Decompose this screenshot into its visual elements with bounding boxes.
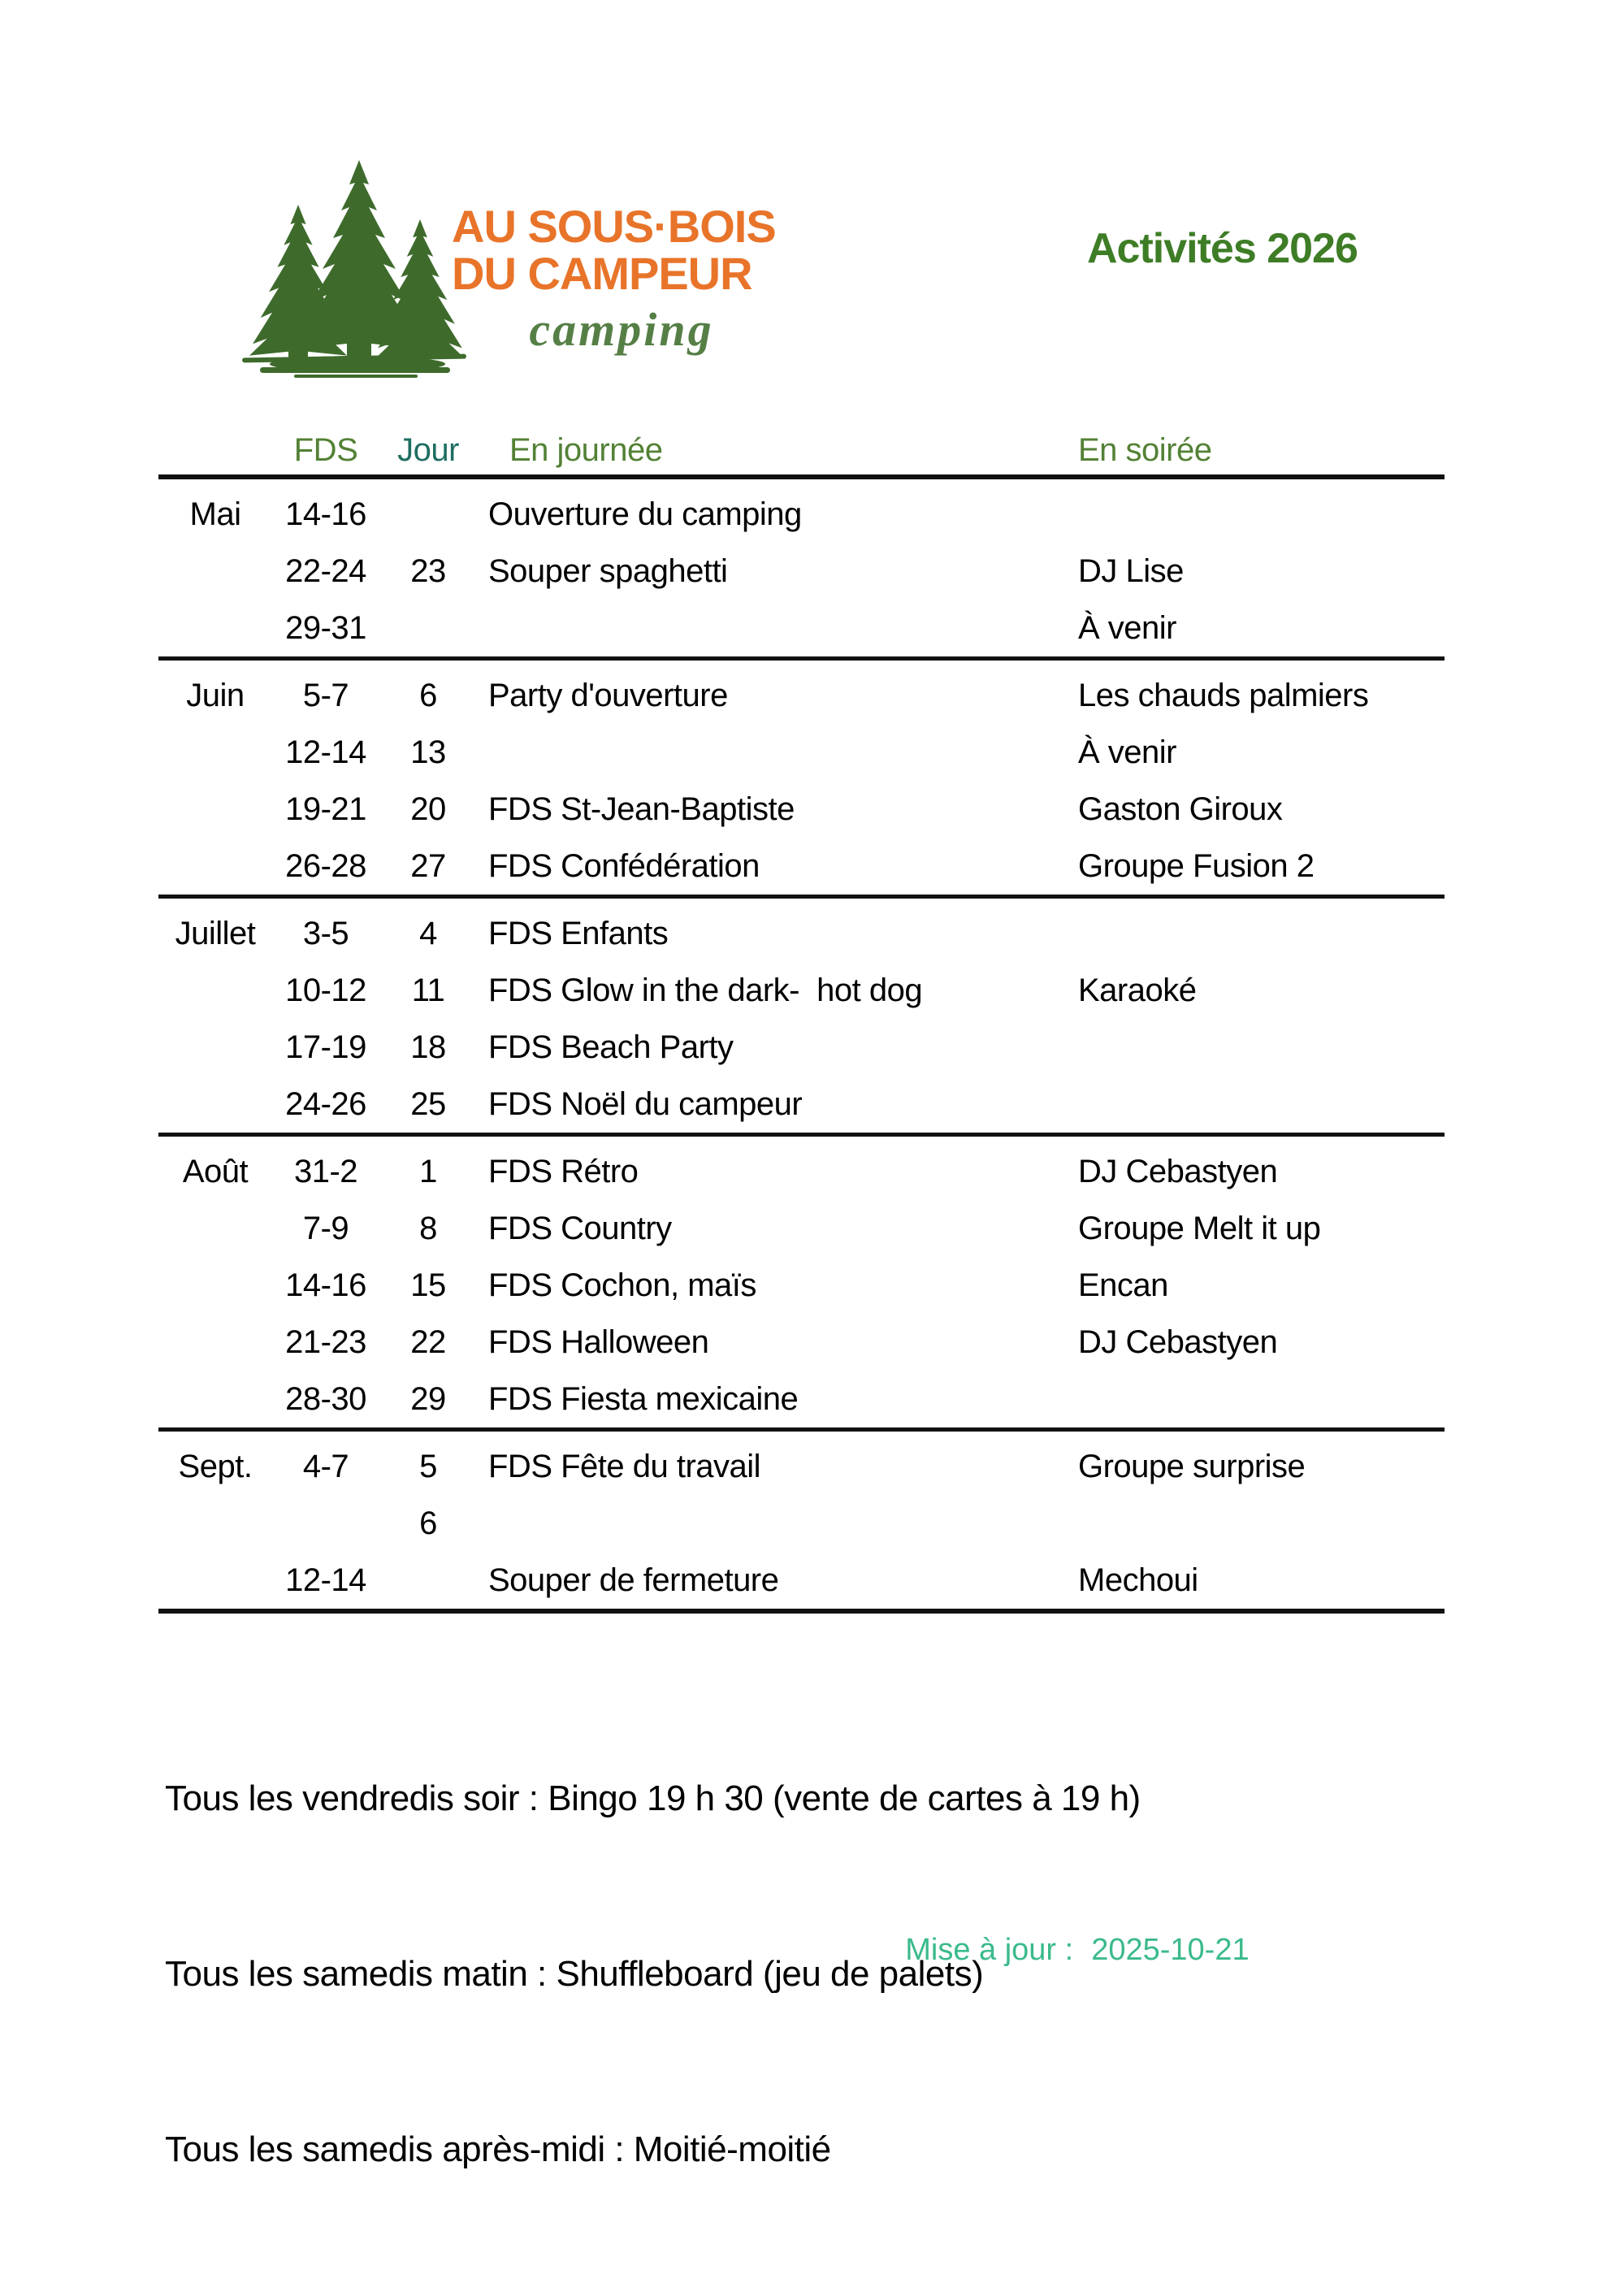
fds-cell: 7-9 <box>302 1210 349 1246</box>
fds-cell: 4-7 <box>302 1448 349 1484</box>
note-saturday-afternoon: Tous les samedis après-midi : Moitié-moitié <box>165 2129 831 2169</box>
jour-cell: 23 <box>410 552 446 589</box>
table-row <box>158 1495 1445 1552</box>
page-title: Activités 2026 <box>1087 225 1358 272</box>
table-row <box>158 1314 1445 1371</box>
day-cell: FDS Cochon, maïs <box>488 1267 756 1303</box>
logo-line1: AU SOUS·BOIS <box>452 201 776 252</box>
day-cell: FDS Rétro <box>488 1153 639 1189</box>
day-cell: FDS Confédération <box>488 847 760 884</box>
day-cell: FDS Fiesta mexicaine <box>488 1380 799 1417</box>
note-friday: Tous les vendredis soir : Bingo 19 h 30 (vente de cartes à 19 h) <box>165 1778 1141 1818</box>
section-juin <box>158 661 1445 899</box>
table-row <box>158 1257 1445 1314</box>
table-row <box>158 1438 1445 1495</box>
fds-cell: 12-14 <box>285 734 366 770</box>
update-date: 2025-10-21 <box>1091 1933 1250 1967</box>
evening-cell: DJ Lise <box>1078 552 1184 589</box>
table-row <box>158 962 1445 1019</box>
fds-cell: 10-12 <box>285 972 366 1008</box>
section-sept <box>158 1432 1445 1614</box>
section-mai <box>158 479 1445 661</box>
evening-cell: Groupe Melt it up <box>1078 1210 1321 1246</box>
day-cell: FDS Fête du travail <box>488 1448 761 1484</box>
evening-cell: Gaston Giroux <box>1078 791 1283 827</box>
day-cell: FDS Beach Party <box>488 1029 734 1065</box>
fds-cell: 14-16 <box>285 496 366 532</box>
fds-cell: 28-30 <box>285 1380 366 1417</box>
table-row <box>158 905 1445 962</box>
day-cell: FDS Halloween <box>488 1323 709 1360</box>
evening-cell: À venir <box>1078 734 1176 770</box>
header-fds: FDS <box>293 431 358 468</box>
fds-cell: 21-23 <box>285 1323 366 1360</box>
header-jour: Jour <box>397 431 459 468</box>
jour-cell: 27 <box>410 847 446 884</box>
evening-cell: DJ Cebastyen <box>1078 1323 1278 1360</box>
fds-cell: 19-21 <box>285 791 366 827</box>
jour-cell: 22 <box>410 1323 446 1360</box>
jour-cell: 4 <box>419 915 437 951</box>
jour-cell: 20 <box>410 791 446 827</box>
day-cell: FDS Country <box>488 1210 672 1246</box>
evening-cell: DJ Cebastyen <box>1078 1153 1278 1189</box>
fds-cell: 22-24 <box>285 552 366 589</box>
evening-cell: Encan <box>1078 1267 1168 1303</box>
note-saturday-morning: Tous les samedis matin : Shuffleboard (jeu de palets) <box>165 1954 984 1994</box>
table-row <box>158 600 1445 656</box>
jour-cell: 6 <box>419 1505 437 1541</box>
header-day: En journée <box>509 431 663 468</box>
table-header-row <box>158 426 1445 479</box>
month-label: Sept. <box>178 1448 253 1484</box>
month-label: Mai <box>189 496 241 532</box>
activities-table <box>158 426 1445 1614</box>
evening-cell: Karaoké <box>1078 972 1197 1008</box>
fds-cell: 24-26 <box>285 1085 366 1122</box>
section-aout <box>158 1137 1445 1432</box>
update-line <box>871 1898 1250 2003</box>
evening-cell: Groupe surprise <box>1078 1448 1306 1484</box>
evening-cell: À venir <box>1078 609 1176 646</box>
jour-cell: 5 <box>419 1448 437 1484</box>
fds-cell: 3-5 <box>302 915 349 951</box>
table-row <box>158 1143 1445 1200</box>
table-row <box>158 781 1445 838</box>
jour-cell: 29 <box>410 1380 446 1417</box>
fds-cell: 17-19 <box>285 1029 366 1065</box>
table-row <box>158 543 1445 600</box>
jour-cell: 15 <box>410 1267 446 1303</box>
update-label: Mise à jour : <box>905 1933 1074 1967</box>
day-cell: FDS Glow in the dark- hot dog <box>488 972 923 1008</box>
logo-line2: DU CAMPEUR <box>452 248 752 299</box>
section-juillet <box>158 899 1445 1137</box>
jour-cell: 13 <box>410 734 446 770</box>
jour-cell: 1 <box>419 1153 437 1189</box>
day-cell: Party d'ouverture <box>488 677 728 713</box>
month-label: Août <box>182 1153 249 1189</box>
fds-cell: 26-28 <box>285 847 366 884</box>
table-row <box>158 1552 1445 1609</box>
fds-cell: 12-14 <box>285 1562 366 1598</box>
table-row <box>158 1076 1445 1133</box>
table-row <box>158 1019 1445 1076</box>
day-cell: FDS St-Jean-Baptiste <box>488 791 795 827</box>
month-label: Juillet <box>175 915 256 951</box>
day-cell: FDS Enfants <box>488 915 669 951</box>
table-row <box>158 486 1445 543</box>
day-cell: Ouverture du camping <box>488 496 802 532</box>
table-row <box>158 838 1445 895</box>
table-row <box>158 724 1445 781</box>
fds-cell: 29-31 <box>285 609 366 646</box>
table-row <box>158 1200 1445 1257</box>
fds-cell: 5-7 <box>302 677 349 713</box>
logo-wordmark <box>452 203 776 297</box>
table-row <box>158 667 1445 724</box>
day-cell: FDS Noël du campeur <box>488 1085 803 1122</box>
evening-cell: Groupe Fusion 2 <box>1078 847 1315 884</box>
fds-cell: 31-2 <box>293 1153 358 1189</box>
header-evening: En soirée <box>1078 431 1212 468</box>
day-cell: Souper de fermeture <box>488 1562 779 1598</box>
evening-cell: Mechoui <box>1078 1562 1198 1598</box>
logo-trees-icon <box>237 156 473 379</box>
table-row <box>158 1371 1445 1427</box>
jour-cell: 6 <box>419 677 437 713</box>
day-cell: Souper spaghetti <box>488 552 728 589</box>
fds-cell: 14-16 <box>285 1267 366 1303</box>
month-label: Juin <box>186 677 245 713</box>
jour-cell: 18 <box>410 1029 446 1065</box>
evening-cell: Les chauds palmiers <box>1078 677 1369 713</box>
jour-cell: 11 <box>411 972 445 1008</box>
logo-script: camping <box>529 303 714 356</box>
jour-cell: 8 <box>419 1210 437 1246</box>
jour-cell: 25 <box>410 1085 446 1122</box>
